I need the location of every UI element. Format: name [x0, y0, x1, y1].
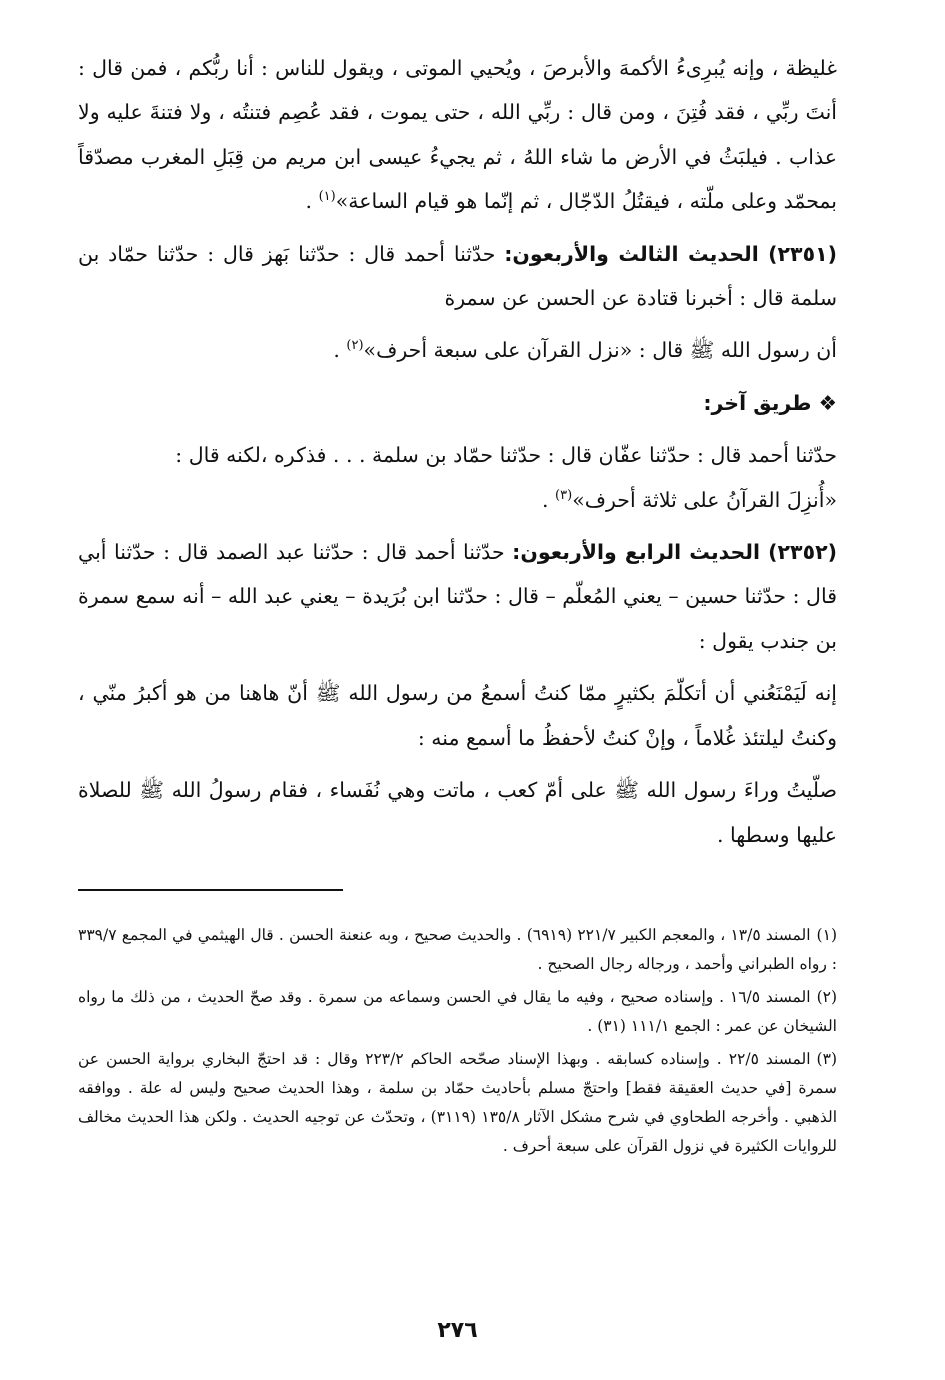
footnote-text: المسند ١٣/٥ ، والمعجم الكبير ٢٢١/٧ (٦٩١٩) . والحديث صحيح ، وبه عنعنة الحسن . قال الهيثمي في المجمع ٣٣٩/٧ : رواه الطبراني وأحمد ، ورجاله رجال الصحيح . [78, 926, 837, 973]
footnote-text: المسند ١٦/٥ . وإسناده صحيح ، وفيه ما يقال في الحسن وسماعه من سمرة . وقد صحّ الحديث ، من ذلك ما رواه الشيخان عن عمر : الجمع ١١١/١ (٣١) . [78, 988, 837, 1035]
page-number: ٢٧٦ [437, 1318, 478, 1343]
hadith-2352-text-1: إنه لَيَمْنَعُني أن أتكلّمَ بكثيرٍ ممّا كنتُ أسمعُ من رسول الله ﷺ أنّ هاهنا من هو أكبرُ منّي ، وكنتُ ليلتئذ غُلاماً ، وإنْ كنتُ لأحفظُ ما أسمع منه : [78, 681, 837, 750]
footnote-2 [78, 983, 837, 1041]
book-page [78, 46, 837, 1380]
hadith-2352-isnad [78, 530, 837, 663]
footnote-label: (٢) [816, 988, 838, 1006]
footnote-label: (١) [816, 926, 837, 944]
footnote-ref-2: (٢) [346, 338, 364, 354]
footnote-divider [78, 889, 343, 891]
hadith-2352-text-2: صلّيتُ وراءَ رسول الله ﷺ على أمّ كعب ، ماتت وهي نُفَساء ، فقام رسولُ الله ﷺ للصلاة عليها وسطها . [78, 778, 837, 847]
footnote-label: (٣) [816, 1050, 837, 1068]
main-text [78, 46, 837, 857]
footnote-1 [78, 921, 837, 979]
hadith-2351-text [78, 328, 837, 372]
paragraph-hadith-continuation [78, 46, 837, 224]
paragraph-text: غليظة ، وإنه يُبرِىءُ الأكمهَ والأبرصَ ، ويُحيي الموتى ، ويقول للناس : أنا ربُّكم ، فمن قال : أنتَ ربِّي ، فقد فُتِنَ ، ومن قال : ربِّي الله ، حتى يموت ، فقد عُصِم فتنتُه ، ولا فتنةَ عليه ولا عذاب . فيلبَثُ في الأرض ما شاء اللهُ ، ثم يجيءُ عيسى ابن مريم من قِبَلِ المغرب مصدّقاً بمحمّد وعلى ملّته ، فيقتُلُ الدّجّال ، ثم إنّما هو قيام الساعة» [78, 56, 837, 214]
alternate-route-heading: ❖ طريق آخر: [703, 390, 837, 415]
paragraph-end: . [333, 338, 347, 363]
alternate-route-quote-line [78, 478, 837, 522]
alternate-route-isnad: حدّثنا أحمد قال : حدّثنا عفّان قال : حدّثنا حمّاد بن سلمة . . . فذكره ،لكنه قال : [175, 443, 837, 468]
hadith-2351-isnad [78, 232, 837, 321]
hadith-2351-chain: حدّثنا أحمد قال : حدّثنا بَهز قال : حدّثنا حمّاد بن سلمة قال : أخبرنا قتادة عن الحسن عن سمرة [78, 241, 837, 311]
footnote-ref-3: (٣) [555, 487, 573, 503]
hadith-2351-heading: (٢٣٥١) الحديث الثالث والأربعون: [504, 241, 837, 266]
hadith-2351-matn: أن رسول الله ﷺ قال : «نزل القرآن على سبعة أحرف» [363, 338, 837, 363]
hadith-2352-heading: (٢٣٥٢) الحديث الرابع والأربعون: [512, 540, 837, 565]
footnotes [78, 921, 837, 1165]
alternate-route-quote: «أُنزِلَ القرآنُ على ثلاثة أحرف» [572, 487, 837, 512]
footnote-3 [78, 1045, 837, 1161]
hadith-2352-chain: حدّثنا أحمد قال : حدّثنا عبد الصمد قال : حدّثنا أبي قال : حدّثنا حسين – يعني المُعلّم – قال : حدّثنا ابن بُرَيدة – يعني عبد الله – أنه سمع سمرة بن جندب يقول : [78, 540, 837, 653]
paragraph-end: . [542, 487, 556, 512]
footnote-text: المسند ٢٢/٥ . وإسناده كسابقه . وبهذا الإسناد صحّحه الحاكم ٢٢٣/٢ وقال : قد احتجّ البخاري برواية الحسن عن سمرة [في حديث العقيقة فقط] واحتجّ مسلم بأحاديث حمّاد بن سلمة ، وهذا الحديث صحيح وليس له علة . ووافقه الذهبي . وأخرجه الطحاوي في شرح مشكل الآثار ١٣٥/٨ (٣١١٩) ، وتحدّث عن توجيه الحديث . ولكن هذا الحديث مخالف للروايات الكثيرة في نزول القرآن على سبعة أحرف . [78, 1050, 838, 1155]
footnote-ref-1: (١) [318, 189, 336, 205]
paragraph-end: . [305, 189, 319, 214]
alternate-route-text [78, 433, 837, 477]
